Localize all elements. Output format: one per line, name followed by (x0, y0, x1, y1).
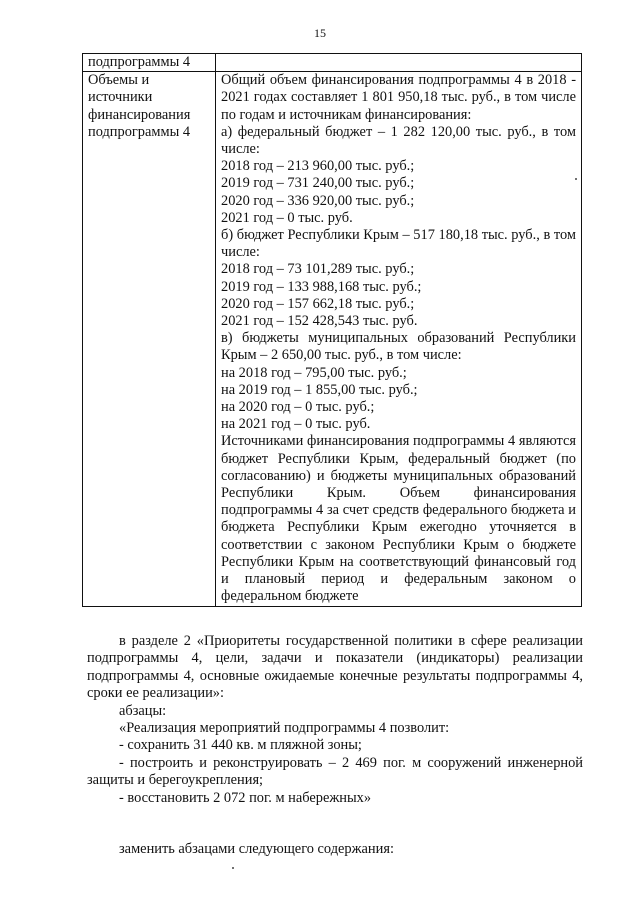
bullet-item: - сохранить 31 440 кв. м пляжной зоны; (119, 737, 362, 754)
page-number: 15 (314, 26, 326, 40)
table-cell-financing-details (216, 72, 582, 606)
federal-budget-year: 2021 год – 0 тыс. руб. (221, 209, 353, 226)
section-paragraph: в разделе 2 «Приоритеты государственной политики в сфере реализации подпрограммы 4, цели, задачи и показатели (индикаторы) реализации подпрограммы 4, основные ожидаемые конечные результаты подпрограммы 4, сроки ее реализации»: (87, 633, 583, 702)
subprogram-passport-table (82, 53, 582, 607)
scan-speck (575, 178, 577, 180)
table-cell-empty (216, 54, 582, 72)
crimea-budget-year: 2018 год – 73 101,289 тыс. руб.; (221, 261, 415, 278)
crimea-budget-year: 2021 год – 152 428,543 тыс. руб. (221, 313, 418, 330)
financing-sources-text: Источниками финансирования подпрограммы 4 являются бюджет Республики Крым, федеральный бюджет (по согласованию) и бюджеты муниципальных образований Республики Крым. Объем финансирования подпрограммы 4 за счет средств федерального бюджета и бюджета Республики Крым ежегодно уточняется в соответствии с законом Республики Крым о бюджете Республики Крым на соответствующий финансовый год и плановый период и федеральным законом о федеральном бюджете (221, 433, 576, 605)
financing-intro: Общий объем финансирования подпрограммы 4 в 2018 - 2021 годах составляет 1 801 950,18 тыс. руб., в том числе по годам и источникам финансирования: (221, 72, 576, 123)
quote-intro: «Реализация мероприятий подпрограммы 4 позволит: (119, 720, 450, 737)
table-cell-financing-label (83, 72, 216, 606)
table-row (83, 72, 582, 606)
replace-paragraph: заменить абзацами следующего содержания: (119, 841, 394, 858)
municipal-budget-heading: в) бюджеты муниципальных образований Республики Крым – 2 650,00 тыс. руб., в том числе: (221, 330, 576, 364)
federal-budget-year: 2020 год – 336 920,00 тыс. руб.; (221, 192, 415, 209)
federal-budget-heading: а) федеральный бюджет – 1 282 120,00 тыс. руб., в том числе: (221, 123, 576, 158)
bullet-item: - построить и реконструировать – 2 469 пог. м сооружений инженерной защиты и берегоукрепления; (87, 754, 583, 789)
crimea-budget-year: 2019 год – 133 988,168 тыс. руб.; (221, 278, 422, 295)
crimea-budget-year: 2020 год – 157 662,18 тыс. руб.; (221, 295, 415, 312)
municipal-budget-year: на 2020 год – 0 тыс. руб.; (221, 399, 375, 416)
financing-label-line: Объемы и (88, 72, 150, 89)
crimea-budget-heading: б) бюджет Республики Крым – 517 180,18 тыс. руб., в том числе: (221, 227, 576, 261)
document-body (87, 633, 583, 858)
municipal-budget-year: на 2019 год – 1 855,00 тыс. руб.; (221, 381, 418, 398)
municipal-budget-year: на 2021 год – 0 тыс. руб. (221, 416, 371, 433)
financing-label-line: подпрограммы 4 (88, 123, 191, 140)
table-cell-subprogram-label: подпрограммы 4 (83, 54, 216, 72)
financing-label-line: финансирования (88, 106, 191, 123)
municipal-budget-year: на 2018 год – 795,00 тыс. руб.; (221, 364, 407, 381)
table-row (83, 54, 582, 72)
scan-speck (232, 867, 234, 869)
bullet-item: - восстановить 2 072 пог. м набережных» (119, 789, 372, 806)
paragraphs-label: абзацы: (119, 702, 167, 719)
federal-budget-year: 2018 год – 213 960,00 тыс. руб.; (221, 158, 415, 175)
federal-budget-year: 2019 год – 731 240,00 тыс. руб.; (221, 175, 415, 192)
financing-label-line: источники (88, 89, 153, 106)
